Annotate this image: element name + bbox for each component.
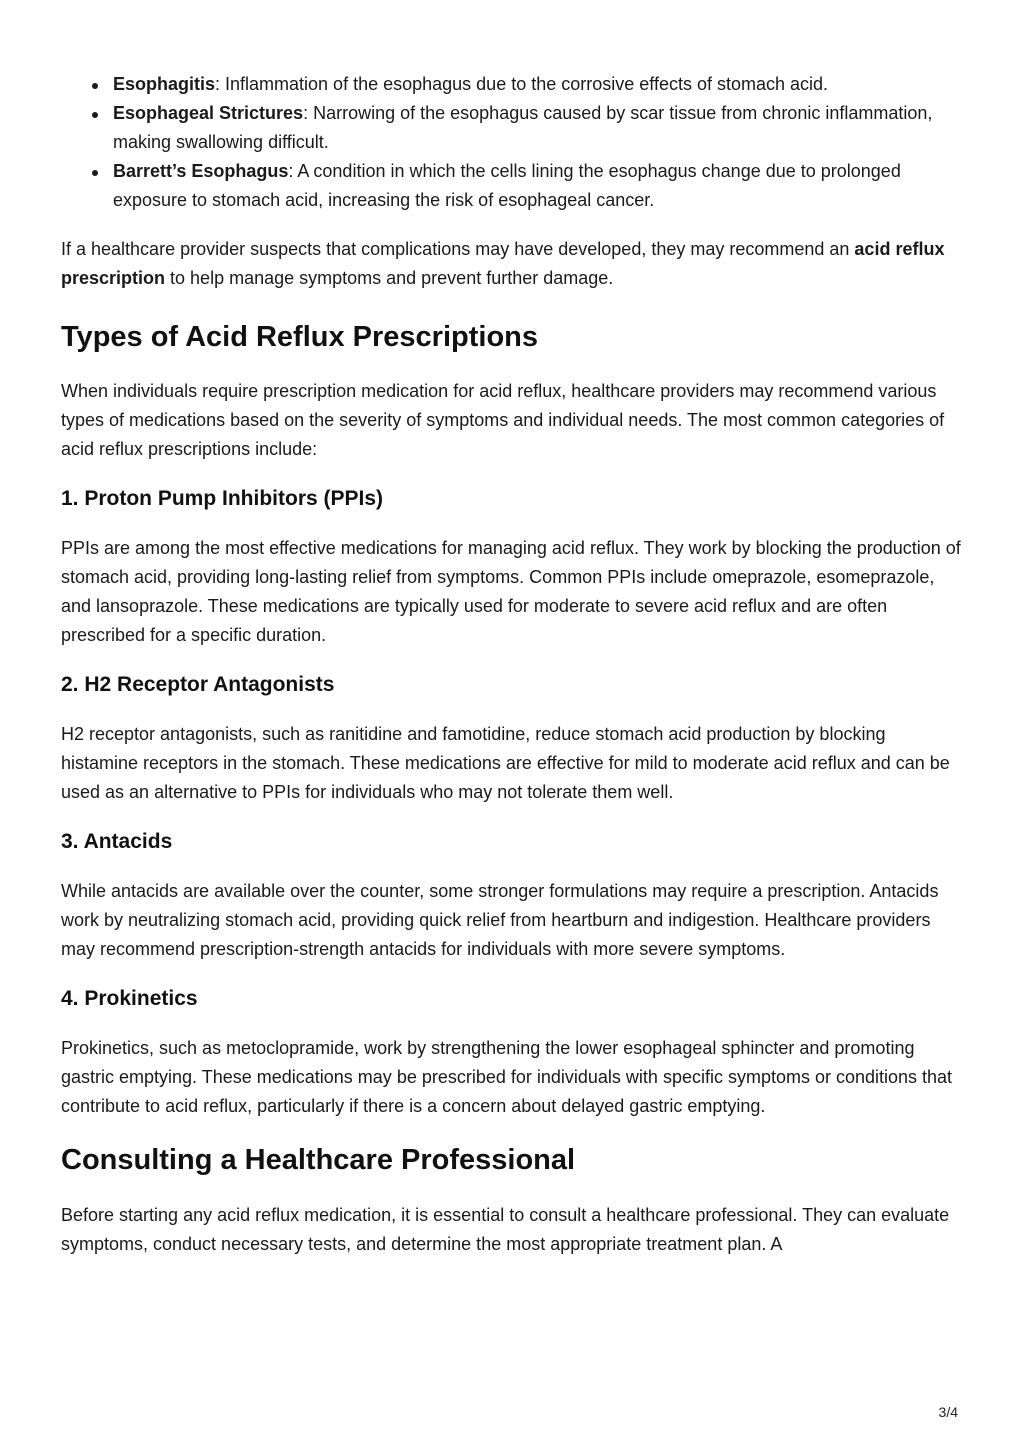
list-item-term: Barrett’s Esophagus [113,161,289,181]
list-item-term: Esophageal Strictures [113,103,304,123]
section-paragraph-h2: H2 receptor antagonists, such as ranitidine and famotidine, reduce stomach acid production by blocking histamine receptors in the stomach. These medications are effective for mild to moderate acid reflux and can be used as an alternative to PPIs for individuals who may not tolerate them well. [61,724,950,802]
page-number: 3/4 [938,1404,958,1420]
section-paragraph-prokinetics: Prokinetics, such as metoclopramide, work by strengthening the lower esophageal sphincter and promoting gastric emptying. These medications may be prescribed for individuals with specific symptoms or conditions that contribute to acid reflux, particularly if there is a concern about delayed gastric emptying. [61,1038,953,1116]
intro-paragraph [61,235,966,293]
section-heading-antacids: 3. Antacids [61,830,173,853]
list-item-text: : A condition in which the cells lining the esophagus change due to prolonged exposure to stomach acid, increasing the risk of esophageal cancer. [113,161,901,210]
section-heading-prokinetics: 4. Prokinetics [61,987,198,1010]
types-heading: Types of Acid Reflux Prescriptions [61,321,538,353]
intro-text-before: If a healthcare provider suspects that complications may have developed, they may recommend an [61,239,855,259]
section-heading-h2: 2. H2 Receptor Antagonists [61,673,335,696]
types-paragraph: When individuals require prescription medication for acid reflux, healthcare providers may recommend various types of medications based on the severity of symptoms and individual needs. The most common categories of acid reflux prescriptions include: [61,381,945,459]
section-paragraph-antacids: While antacids are available over the counter, some stronger formulations may require a prescription. Antacids work by neutralizing stomach acid, providing quick relief from heartburn and indigestion. Healthcare providers may recommend prescription-strength antacids for individuals with more severe symptoms. [61,881,939,959]
consulting-heading: Consulting a Healthcare Professional [61,1144,576,1176]
complications-list [61,70,966,215]
consulting-paragraph: Before starting any acid reflux medication, it is essential to consult a healthcare professional. They can evaluate symptoms, conduct necessary tests, and determine the most appropriate treatment plan. A [61,1205,950,1254]
list-item-text: : Narrowing of the esophagus caused by scar tissue from chronic inflammation, making swallowing difficult. [113,103,933,152]
list-item-term: Esophagitis [113,74,216,94]
list-item-text: : Inflammation of the esophagus due to the corrosive effects of stomach acid. [215,74,829,94]
document-page [61,70,966,1259]
list-item [113,70,966,99]
section-heading-ppis: 1. Proton Pump Inhibitors (PPIs) [61,487,384,510]
intro-text-after: to help manage symptoms and prevent further damage. [165,268,614,288]
intro-bold-term: acid reflux prescription [61,239,945,288]
list-item [113,157,966,215]
section-paragraph-ppis: PPIs are among the most effective medications for managing acid reflux. They work by blocking the production of stomach acid, providing long-lasting relief from symptoms. Common PPIs include omeprazole, esomeprazole, and lansoprazole. These medications are typically used for moderate to severe acid reflux and are often prescribed for a specific duration. [61,538,961,645]
list-item [113,99,966,157]
